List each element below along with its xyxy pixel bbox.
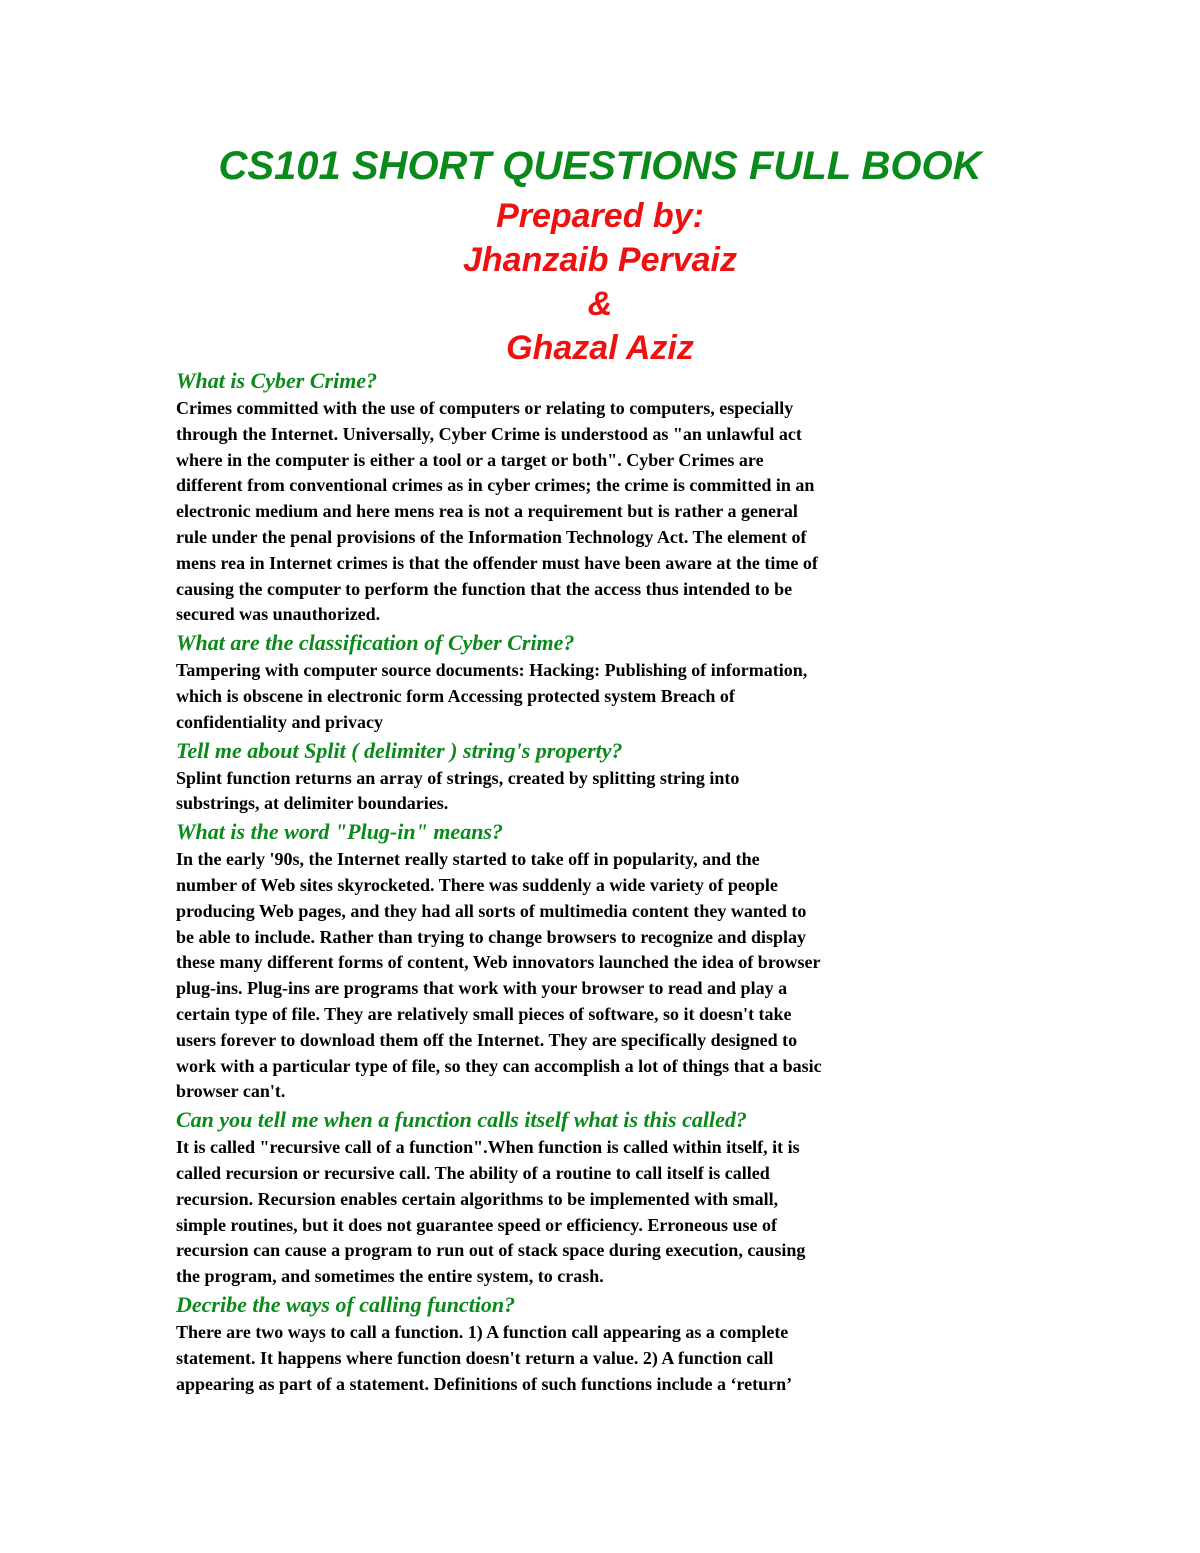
answer-line: certain type of file. They are relatively small pieces of software, so it doesn't take	[176, 1003, 792, 1024]
answer-text	[176, 396, 1016, 628]
answer-line: be able to include. Rather than trying to change browsers to recognize and display	[176, 926, 807, 947]
qa-item-plugin	[176, 817, 1016, 1105]
answer-line: these many different forms of content, Web innovators launched the idea of browser	[176, 952, 821, 973]
answer-text	[176, 847, 1016, 1105]
answer-line: browser can't.	[176, 1081, 286, 1102]
answer-text	[176, 1320, 1016, 1397]
answer-line: number of Web sites skyrocketed. There was suddenly a wide variety of people	[176, 874, 778, 895]
qa-item-cyber-crime	[176, 366, 1016, 628]
answer-line: Crimes committed with the use of computers or relating to computers, especially	[176, 398, 794, 418]
answer-text	[176, 658, 1016, 735]
answer-line: different from conventional crimes as in cyber crimes; the crime is committed in an	[176, 475, 815, 496]
author-name-2: Ghazal Aziz	[506, 329, 694, 367]
answer-line: electronic medium and here mens rea is not a requirement but is rather a general	[176, 501, 798, 522]
answer-line: work with a particular type of file, so they can accomplish a lot of things that a basic	[176, 1055, 822, 1076]
question-heading: What are the classification of Cyber Crime?	[176, 630, 575, 656]
document-header	[0, 138, 1200, 370]
ampersand: &	[587, 285, 613, 323]
question-heading: Decribe the ways of calling function?	[176, 1291, 516, 1317]
author-name-1: Jhanzaib Pervaiz	[462, 241, 737, 279]
document-title: CS101 SHORT QUESTIONS FULL BOOK	[218, 144, 982, 188]
answer-line: appearing as part of a statement. Definitions of such functions include a ‘return’	[176, 1373, 793, 1394]
question-heading: Tell me about Split ( delimiter ) string's property?	[176, 737, 623, 763]
answer-line: recursion. Recursion enables certain algorithms to be implemented with small,	[176, 1188, 779, 1209]
answer-line: There are two ways to call a function. 1) A function call appearing as a complete	[176, 1321, 789, 1342]
answer-line: causing the computer to perform the function that the access thus intended to be	[176, 578, 793, 599]
answer-line: producing Web pages, and they had all sorts of multimedia content they wanted to	[176, 900, 807, 921]
answer-line: rule under the penal provisions of the Information Technology Act. The element of	[176, 526, 807, 547]
qa-item-recursion	[176, 1105, 1016, 1290]
answer-line: through the Internet. Universally, Cyber Crime is understood as "an unlawful act	[176, 423, 802, 444]
answer-line: simple routines, but it does not guarantee speed or efficiency. Erroneous use of	[176, 1214, 777, 1235]
qa-item-calling-function	[176, 1290, 1016, 1397]
answer-text	[176, 1135, 1016, 1290]
answer-line: secured was unauthorized.	[176, 604, 381, 625]
answer-line: recursion can cause a program to run out of stack space during execution, causing	[176, 1240, 806, 1261]
answer-text	[176, 766, 1016, 818]
answer-line: Splint function returns an array of strings, created by splitting string into	[176, 767, 740, 788]
answer-line: called recursion or recursive call. The ability of a routine to call itself is called	[176, 1162, 770, 1183]
answer-line: the program, and sometimes the entire system, to crash.	[176, 1266, 604, 1287]
answer-line: substrings, at delimiter boundaries.	[176, 793, 449, 814]
answer-line: users forever to download them off the Internet. They are specifically designed to	[176, 1029, 798, 1050]
qa-content	[176, 366, 1016, 1397]
question-heading: Can you tell me when a function calls itself what is this called?	[176, 1107, 747, 1133]
qa-item-classification	[176, 628, 1016, 735]
answer-line: Tampering with computer source documents: Hacking: Publishing of information,	[176, 660, 808, 681]
answer-line: where in the computer is either a tool or a target or both". Cyber Crimes are	[176, 449, 764, 470]
prepared-by-label: Prepared by:	[496, 197, 704, 235]
question-heading: What is the word "Plug-in" means?	[176, 819, 503, 845]
answer-line: mens rea in Internet crimes is that the offender must have been aware at the time of	[176, 552, 818, 573]
answer-line: confidentiality and privacy	[176, 711, 384, 732]
qa-item-split	[176, 736, 1016, 818]
answer-line: plug-ins. Plug-ins are programs that work with your browser to read and play a	[176, 978, 788, 999]
question-heading: What is Cyber Crime?	[176, 368, 378, 393]
answer-line: which is obscene in electronic form Accessing protected system Breach of	[176, 685, 735, 706]
answer-line: In the early '90s, the Internet really started to take off in popularity, and the	[176, 849, 760, 870]
answer-line: It is called "recursive call of a function".When function is called within itself, it is	[176, 1137, 800, 1158]
answer-line: statement. It happens where function doesn't return a value. 2) A function call	[176, 1347, 774, 1368]
